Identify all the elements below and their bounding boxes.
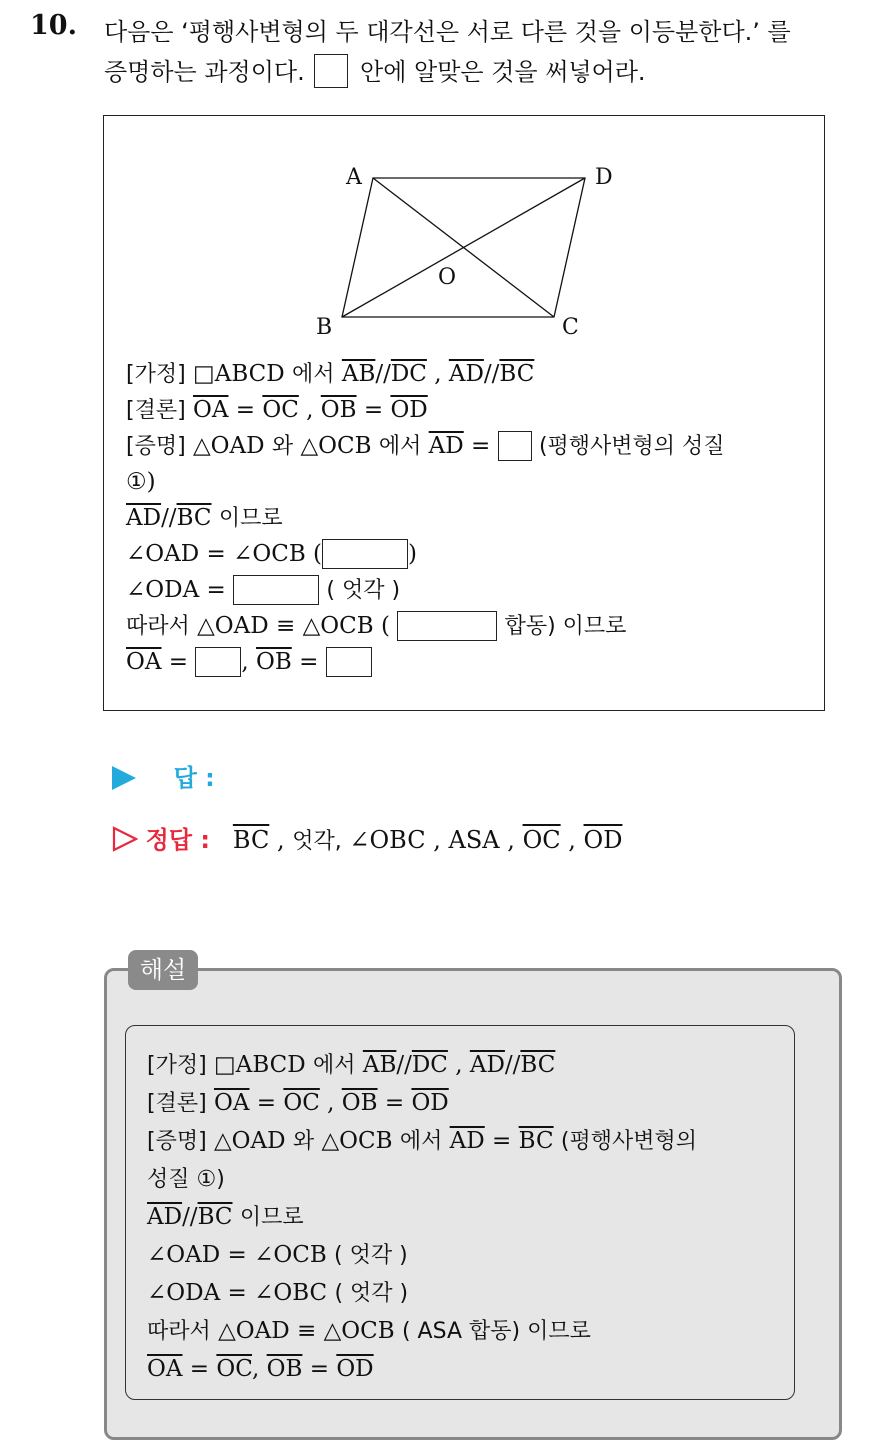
- diagonal-bd: [342, 178, 585, 317]
- reason-note: (평행사변형의 성질: [538, 434, 725, 459]
- answer-asa: ASA: [448, 826, 500, 854]
- segment-ab: $\overline{AB}$: [362, 1052, 397, 1078]
- angle-ocb: ∠OCB: [254, 1242, 327, 1268]
- equals-sign: =: [235, 397, 256, 423]
- segment-od: $\overline{OD}$: [411, 1090, 449, 1116]
- blank-1[interactable]: [498, 431, 532, 461]
- segment-ad: $\overline{AD}$: [428, 433, 464, 459]
- answer-oc: $\overline{OC}$: [522, 826, 561, 854]
- blank-5[interactable]: [195, 647, 241, 677]
- tag-proof: [증명]: [147, 1129, 207, 1154]
- parallel-sign: //: [396, 1052, 412, 1078]
- answer-od: $\overline{OD}$: [583, 826, 623, 854]
- segment-oc: $\overline{OC}$: [283, 1090, 320, 1116]
- question-number: 10.: [30, 10, 77, 41]
- segment-bc: $\overline{BC}$: [176, 505, 212, 531]
- congruent-sign: ≡: [276, 613, 296, 639]
- solution-line-angle-1: [147, 1236, 787, 1274]
- vertex-label-b: B: [316, 315, 333, 340]
- equals-sign: =: [189, 1356, 210, 1382]
- segment-od: $\overline{OD}$: [390, 397, 428, 423]
- parallel-sign: //: [375, 361, 391, 387]
- solution-line-parallel: [147, 1198, 787, 1236]
- correct-label: 정답 :: [145, 826, 210, 854]
- angle-oad: ∠OAD: [126, 541, 200, 567]
- solution-line-conclusion: [147, 1084, 787, 1122]
- comma: ,: [252, 1356, 260, 1382]
- parallel-sign: //: [504, 1052, 521, 1078]
- solution-line-proof: [147, 1122, 787, 1160]
- solution-line-note-cont: [147, 1160, 787, 1198]
- triangle-ocb: △OCB: [302, 613, 374, 639]
- proof-line-proof: [126, 428, 816, 464]
- proof-line-note-cont: [126, 464, 816, 500]
- comma: ,: [455, 1052, 463, 1078]
- triangle-oad: △OAD: [218, 1318, 290, 1344]
- word-eseo: 에서: [399, 1129, 443, 1154]
- tag-assumption: [가정]: [126, 362, 186, 387]
- vertex-label-d: D: [595, 165, 613, 190]
- solution-line-final: [147, 1350, 787, 1388]
- segment-bc: $\overline{BC}$: [197, 1204, 233, 1230]
- word-wa: 와: [271, 434, 294, 459]
- outline-triangle-icon: [112, 826, 138, 852]
- play-triangle-icon: [112, 766, 136, 790]
- paren-open: (: [313, 541, 323, 567]
- solution-line-assumption: [147, 1046, 787, 1084]
- segment-dc: $\overline{DC}$: [411, 1052, 448, 1078]
- segment-oc: $\overline{OC}$: [262, 397, 299, 423]
- equals-sign: =: [256, 1090, 277, 1116]
- segment-oc: $\overline{OC}$: [216, 1356, 253, 1382]
- proof-lines: [126, 356, 816, 680]
- solution-lines: [147, 1046, 787, 1388]
- segment-ad: $\overline{AD}$: [448, 361, 484, 387]
- triangle-oad: △OAD: [213, 1128, 286, 1154]
- paren-close: ): [408, 541, 418, 567]
- answer-bc: $\overline{BC}$: [232, 826, 270, 854]
- shape-abcd: □ABCD: [213, 1052, 306, 1078]
- segment-ob: $\overline{OB}$: [266, 1356, 303, 1382]
- comma: ,: [507, 826, 515, 854]
- angle-obc: ∠OBC: [254, 1280, 328, 1306]
- word-eseo: 에서: [313, 1053, 356, 1078]
- reason-alt-angle: ( 엇각 ): [334, 1243, 408, 1268]
- tag-conclusion: [결론]: [147, 1091, 207, 1116]
- tag-assumption: [가정]: [147, 1053, 207, 1078]
- segment-oa: $\overline{OA}$: [147, 1356, 183, 1382]
- answer-label: 답 :: [173, 764, 215, 792]
- word-wa: 와: [292, 1129, 315, 1154]
- equals-sign: =: [168, 649, 189, 675]
- vertex-label-c: C: [562, 315, 579, 340]
- comma: ,: [568, 826, 576, 854]
- word-hapdong: 합동) 이므로: [504, 614, 627, 639]
- reason-note-cont: 성질 ①): [147, 1167, 225, 1192]
- parallel-sign: //: [182, 1204, 198, 1230]
- proof-line-angle-2: [126, 572, 816, 608]
- angle-oad: ∠OAD: [147, 1242, 221, 1268]
- question-line-1: 다음은 ‘평행사변형의 두 대각선은 서로 다른 것을 이등분한다.’ 를: [104, 18, 791, 46]
- paren-open: (: [380, 613, 390, 639]
- equals-sign: =: [492, 1128, 512, 1154]
- tag-proof: [증명]: [126, 434, 186, 459]
- proof-line-assumption: [126, 356, 816, 392]
- problem-box: [103, 115, 825, 711]
- segment-dc: $\overline{DC}$: [390, 361, 427, 387]
- question-line-2: [104, 52, 874, 92]
- solution-line-congruence: [147, 1312, 787, 1350]
- word-ttaraseo: 따라서: [147, 1319, 211, 1344]
- segment-bc: $\overline{BC}$: [518, 1128, 554, 1154]
- word-eseo: 에서: [378, 434, 422, 459]
- segment-oa: $\overline{OA}$: [126, 649, 162, 675]
- segment-bc: $\overline{BC}$: [520, 1052, 556, 1078]
- segment-ob: $\overline{OB}$: [341, 1090, 378, 1116]
- equals-sign: =: [384, 1090, 405, 1116]
- proof-line-conclusion: [126, 392, 816, 428]
- segment-ad: $\overline{AD}$: [126, 505, 162, 531]
- proof-line-angle-1: [126, 536, 816, 572]
- comma: ,: [306, 397, 314, 423]
- word-imeuro: 이므로: [239, 1205, 304, 1230]
- equals-sign: =: [206, 577, 226, 603]
- equals-sign: =: [309, 1356, 329, 1382]
- answer-row: [112, 758, 215, 793]
- shape-abcd: □ABCD: [192, 361, 285, 387]
- reason-note-cont: ①): [126, 469, 156, 495]
- proof-line-parallel: [126, 500, 816, 536]
- answer-angle-obc: ∠OBC: [349, 826, 426, 854]
- proof-line-congruence: [126, 608, 816, 644]
- word-imeuro: 이므로: [218, 506, 283, 531]
- question-line-2-b: 안에 알맞은 것을 써넣어라.: [360, 58, 646, 86]
- proof-line-final: [126, 644, 816, 680]
- solution-tab: 해설: [128, 950, 198, 990]
- angle-oda: ∠ODA: [126, 577, 200, 603]
- answer-alt-angle: 엇각,: [292, 829, 342, 854]
- word-eseo: 에서: [292, 362, 335, 387]
- blank-4[interactable]: [397, 611, 497, 641]
- equals-sign: =: [227, 1242, 247, 1268]
- blank-3[interactable]: [233, 575, 319, 605]
- segment-od: $\overline{OD}$: [336, 1356, 374, 1382]
- segment-ab: $\overline{AB}$: [341, 361, 376, 387]
- triangle-ocb: △OCB: [300, 433, 372, 459]
- parallel-sign: //: [483, 361, 500, 387]
- triangle-oad: △OAD: [192, 433, 265, 459]
- segment-ad: $\overline{AD}$: [449, 1128, 485, 1154]
- comma: ,: [276, 826, 285, 854]
- equals-sign: =: [227, 1280, 247, 1306]
- parallel-sign: //: [161, 505, 177, 531]
- angle-ocb: ∠OCB: [233, 541, 306, 567]
- blank-2[interactable]: [322, 539, 408, 569]
- correct-answer-row: [112, 820, 622, 855]
- question-text: [104, 12, 874, 92]
- equals-sign: =: [363, 397, 384, 423]
- segment-oa: $\overline{OA}$: [213, 1090, 250, 1116]
- reason-note: (평행사변형의: [560, 1129, 697, 1154]
- parallelogram-diagram: [304, 136, 624, 346]
- segment-ad: $\overline{AD}$: [147, 1204, 183, 1230]
- equals-sign: =: [471, 433, 491, 459]
- comma: ,: [241, 649, 249, 675]
- tag-conclusion: [결론]: [126, 398, 186, 423]
- equals-sign: =: [299, 649, 319, 675]
- reason-alt-angle: ( 엇각 ): [326, 578, 401, 603]
- reason-alt-angle: ( 엇각 ): [334, 1281, 409, 1306]
- vertex-label-a: A: [346, 165, 362, 190]
- blank-6[interactable]: [326, 647, 372, 677]
- comma: ,: [327, 1090, 335, 1116]
- triangle-oad: △OAD: [197, 613, 269, 639]
- segment-ob: $\overline{OB}$: [320, 397, 357, 423]
- reason-asa: ( ASA 합동) 이므로: [401, 1319, 591, 1344]
- segment-oa: $\overline{OA}$: [192, 397, 229, 423]
- segment-ob: $\overline{OB}$: [256, 649, 292, 675]
- question-line-2-a: 증명하는 과정이다.: [104, 58, 305, 86]
- solution-line-angle-2: [147, 1274, 787, 1312]
- comma: ,: [434, 361, 442, 387]
- triangle-ocb: △OCB: [321, 1128, 393, 1154]
- center-label-o: O: [438, 265, 457, 290]
- equals-sign: =: [206, 541, 226, 567]
- segment-bc: $\overline{BC}$: [499, 361, 535, 387]
- word-ttaraseo: 따라서: [126, 614, 190, 639]
- triangle-ocb: △OCB: [323, 1318, 395, 1344]
- blank-box-sample: [314, 54, 348, 88]
- comma: ,: [433, 826, 441, 854]
- congruent-sign: ≡: [297, 1318, 317, 1344]
- angle-oda: ∠ODA: [147, 1280, 221, 1306]
- solution-inner-box: [125, 1025, 795, 1400]
- segment-ad: $\overline{AD}$: [469, 1052, 505, 1078]
